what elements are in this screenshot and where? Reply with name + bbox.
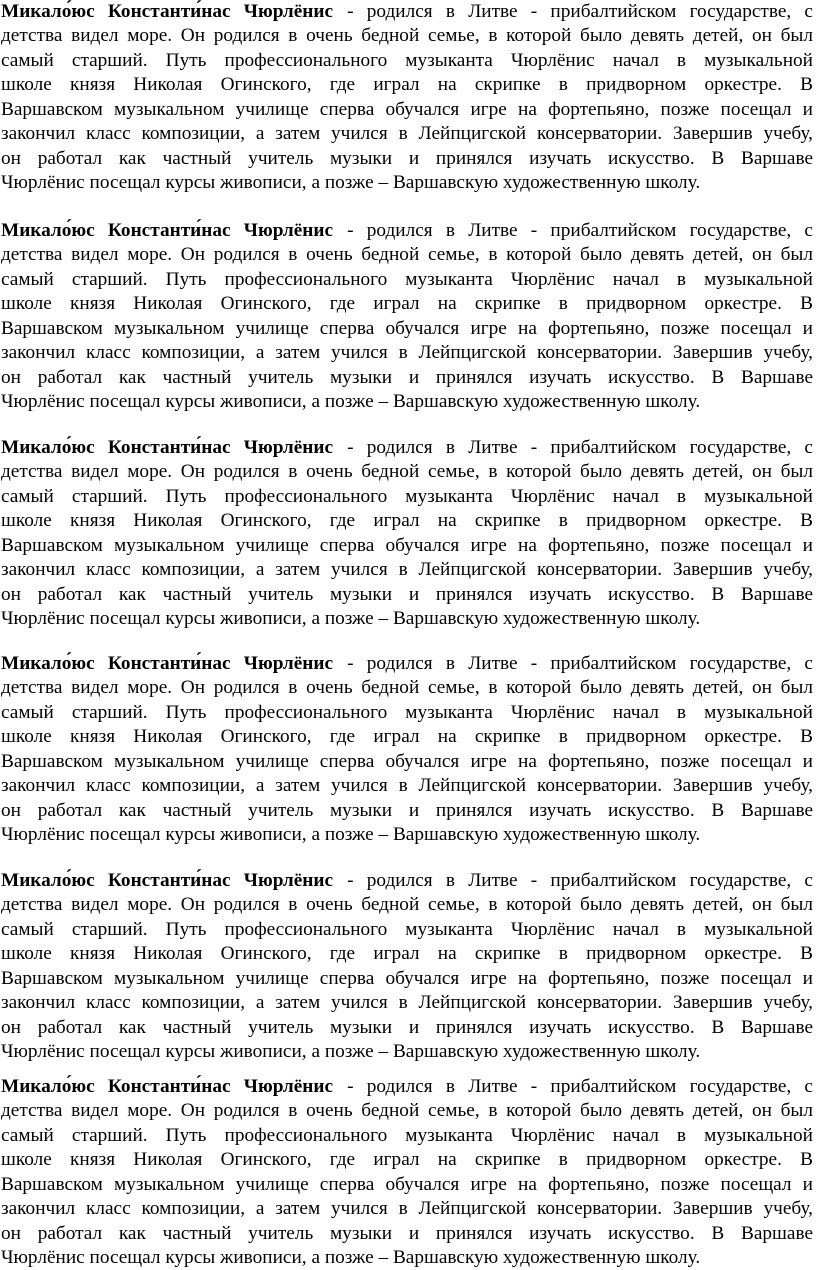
paragraph-line: Чюрлёнис посещал курсы живописи, а позже – Варшавскую художественную школу. bbox=[1, 1041, 701, 1063]
paragraph-line: Чюрлёнис посещал курсы живописи, а позже – Варшавскую художественную школу. bbox=[1, 608, 701, 630]
paragraph-text: - родился в Литве - прибалтийском государстве, с bbox=[347, 653, 813, 674]
paragraph-line: он работал как частный учитель музыки и принялся изучать искусство. В Варшаве bbox=[1, 147, 813, 169]
paragraph-3 bbox=[1, 436, 813, 632]
paragraph-text: - родился в Литве - прибалтийском государстве, с bbox=[347, 1076, 813, 1097]
paragraph-first-line bbox=[1, 436, 813, 460]
paragraph-line: школе князя Николая Огинского, где играл на скрипке в придворном оркестре. В bbox=[1, 943, 813, 965]
paragraph-line: он работал как частный учитель музыки и принялся изучать искусство. В Варшаве bbox=[1, 799, 813, 821]
paragraph-6 bbox=[1, 1075, 813, 1270]
paragraph-text: - родился в Литве - прибалтийском государстве, с bbox=[347, 220, 813, 241]
paragraph-line: детства видел море. Он родился в очень бедной семье, в которой было девять детей, он был bbox=[1, 25, 813, 47]
paragraph-line: он работал как частный учитель музыки и принялся изучать искусство. В Варшаве bbox=[1, 583, 813, 605]
paragraph-line: закончил класс композиции, а затем учился в Лейпцигской консерватории. Завершив учебу, bbox=[1, 123, 813, 145]
person-name: Микало́юс Константи́нас Чюрлёнис bbox=[1, 437, 334, 458]
paragraph-line: самый старший. Путь профессионального музыканта Чюрлёнис начал в музыкальной bbox=[1, 1124, 813, 1146]
paragraph-line: он работал как частный учитель музыки и принялся изучать искусство. В Варшаве bbox=[1, 1016, 813, 1038]
paragraph-text: - родился в Литве - прибалтийском государстве, с bbox=[347, 1, 813, 22]
paragraph-line: Варшавском музыкальном училище сперва обучался игре на фортепьяно, позже посещал и bbox=[1, 1173, 813, 1195]
paragraph-first-line bbox=[1, 652, 813, 676]
paragraph-line: самый старший. Путь профессионального музыканта Чюрлёнис начал в музыкальной bbox=[1, 268, 813, 290]
paragraph-1 bbox=[1, 0, 813, 196]
paragraph-line: он работал как частный учитель музыки и принялся изучать искусство. В Варшаве bbox=[1, 366, 813, 388]
paragraph-line: закончил класс композиции, а затем учился в Лейпцигской консерватории. Завершив учебу, bbox=[1, 342, 813, 364]
paragraph-line: он работал как частный учитель музыки и принялся изучать искусство. В Варшаве bbox=[1, 1222, 813, 1244]
person-name: Микало́юс Константи́нас Чюрлёнис bbox=[1, 1076, 334, 1097]
paragraph-line: самый старший. Путь профессионального музыканта Чюрлёнис начал в музыкальной bbox=[1, 485, 813, 507]
person-name: Микало́юс Константи́нас Чюрлёнис bbox=[1, 1, 334, 22]
paragraph-line: Варшавском музыкальном училище сперва обучался игре на фортепьяно, позже посещал и bbox=[1, 98, 813, 120]
paragraph-line: детства видел море. Он родился в очень бедной семье, в которой было девять детей, он был bbox=[1, 1100, 813, 1122]
paragraph-first-line bbox=[1, 869, 813, 893]
paragraph-line: детства видел море. Он родился в очень бедной семье, в которой было девять детей, он был bbox=[1, 677, 813, 699]
paragraph-line: детства видел море. Он родился в очень бедной семье, в которой было девять детей, он был bbox=[1, 244, 813, 266]
paragraph-5 bbox=[1, 869, 813, 1065]
person-name: Микало́юс Константи́нас Чюрлёнис bbox=[1, 870, 334, 891]
paragraph-line: самый старший. Путь профессионального музыканта Чюрлёнис начал в музыкальной bbox=[1, 701, 813, 723]
paragraph-line: школе князя Николая Огинского, где играл на скрипке в придворном оркестре. В bbox=[1, 726, 813, 748]
paragraph-line: Варшавском музыкальном училище сперва обучался игре на фортепьяно, позже посещал и bbox=[1, 534, 813, 556]
paragraph-line: школе князя Николая Огинского, где играл на скрипке в придворном оркестре. В bbox=[1, 293, 813, 315]
paragraph-line: Чюрлёнис посещал курсы живописи, а позже – Варшавскую художественную школу. bbox=[1, 824, 701, 846]
paragraph-text: - родился в Литве - прибалтийском государстве, с bbox=[347, 437, 813, 458]
paragraph-line: Чюрлёнис посещал курсы живописи, а позже – Варшавскую художественную школу. bbox=[1, 172, 701, 194]
paragraph-line: Варшавском музыкальном училище сперва обучался игре на фортепьяно, позже посещал и bbox=[1, 750, 813, 772]
paragraph-first-line bbox=[1, 1075, 813, 1099]
paragraph-line: Чюрлёнис посещал курсы живописи, а позже – Варшавскую художественную школу. bbox=[1, 1247, 701, 1269]
paragraph-line: закончил класс композиции, а затем учился в Лейпцигской консерватории. Завершив учебу, bbox=[1, 775, 813, 797]
person-name: Микало́юс Константи́нас Чюрлёнис bbox=[1, 653, 334, 674]
paragraph-line: Варшавском музыкальном училище сперва обучался игре на фортепьяно, позже посещал и bbox=[1, 317, 813, 339]
paragraph-line: школе князя Николая Огинского, где играл на скрипке в придворном оркестре. В bbox=[1, 74, 813, 96]
paragraph-line: закончил класс композиции, а затем учился в Лейпцигской консерватории. Завершив учебу, bbox=[1, 559, 813, 581]
paragraph-line: Чюрлёнис посещал курсы живописи, а позже – Варшавскую художественную школу. bbox=[1, 391, 701, 413]
paragraph-line: детства видел море. Он родился в очень бедной семье, в которой было девять детей, он был bbox=[1, 461, 813, 483]
person-name: Микало́юс Константи́нас Чюрлёнис bbox=[1, 220, 334, 241]
paragraph-4 bbox=[1, 652, 813, 848]
paragraph-line: закончил класс композиции, а затем учился в Лейпцигской консерватории. Завершив учебу, bbox=[1, 1198, 813, 1220]
paragraph-line: закончил класс композиции, а затем учился в Лейпцигской консерватории. Завершив учебу, bbox=[1, 992, 813, 1014]
paragraph-first-line bbox=[1, 0, 813, 24]
paragraph-line: школе князя Николая Огинского, где играл на скрипке в придворном оркестре. В bbox=[1, 510, 813, 532]
paragraph-2 bbox=[1, 219, 813, 415]
paragraph-line: самый старший. Путь профессионального музыканта Чюрлёнис начал в музыкальной bbox=[1, 918, 813, 940]
paragraph-text: - родился в Литве - прибалтийском государстве, с bbox=[347, 870, 813, 891]
paragraph-first-line bbox=[1, 219, 813, 243]
paragraph-line: школе князя Николая Огинского, где играл на скрипке в придворном оркестре. В bbox=[1, 1149, 813, 1171]
paragraph-line: самый старший. Путь профессионального музыканта Чюрлёнис начал в музыкальной bbox=[1, 49, 813, 71]
paragraph-line: Варшавском музыкальном училище сперва обучался игре на фортепьяно, позже посещал и bbox=[1, 967, 813, 989]
paragraph-line: детства видел море. Он родился в очень бедной семье, в которой было девять детей, он был bbox=[1, 894, 813, 916]
